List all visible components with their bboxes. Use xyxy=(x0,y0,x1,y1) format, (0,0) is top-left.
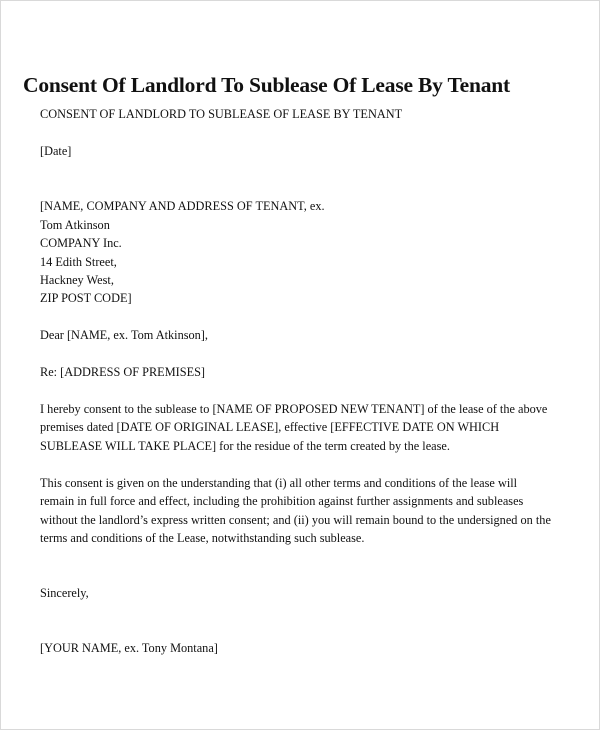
paragraph-line: remain in full force and effect, including the prohibition against further assignments and subleases xyxy=(40,494,524,509)
letter-date: [Date] xyxy=(40,143,72,158)
tenant-address-line: [NAME, COMPANY AND ADDRESS OF TENANT, ex. xyxy=(40,199,325,214)
conditions-paragraph xyxy=(40,474,580,548)
signature-line: [YOUR NAME, ex. Tony Montana] xyxy=(40,640,218,655)
letter-body xyxy=(40,105,580,657)
paragraph-line: terms and conditions of the Lease, notwithstanding such sublease. xyxy=(40,531,365,545)
tenant-address-line: COMPANY Inc. xyxy=(40,236,122,251)
letter-heading: CONSENT OF LANDLORD TO SUBLEASE OF LEASE BY TENANT xyxy=(40,107,403,121)
tenant-address-line: Hackney West, xyxy=(40,272,114,287)
consent-paragraph xyxy=(40,400,580,455)
closing-line: Sincerely, xyxy=(40,585,89,600)
paragraph-line: I hereby consent to the sublease to [NAME OF PROPOSED NEW TENANT] of the lease of the above xyxy=(40,402,548,417)
tenant-address-line: ZIP POST CODE] xyxy=(40,291,132,306)
document-title: Consent Of Landlord To Sublease Of Lease By Tenant xyxy=(23,73,511,97)
salutation: Dear [NAME, ex. Tom Atkinson], xyxy=(40,328,208,343)
tenant-address-block xyxy=(40,197,580,307)
tenant-address-line: 14 Edith Street, xyxy=(40,254,117,269)
paragraph-line: premises dated [DATE OF ORIGINAL LEASE], effective [EFFECTIVE DATE ON WHICH xyxy=(40,420,500,435)
paragraph-line: without the landlord’s express written consent; and (ii) you will remain bound to the undersigned on the xyxy=(40,512,551,527)
paragraph-line: This consent is given on the understanding that (i) all other terms and conditions of the lease will xyxy=(40,475,518,490)
paragraph-line: SUBLEASE WILL TAKE PLACE] for the residue of the term created by the lease. xyxy=(40,438,450,453)
reference-line: Re: [ADDRESS OF PREMISES] xyxy=(40,365,206,380)
tenant-address-line: Tom Atkinson xyxy=(40,217,110,232)
